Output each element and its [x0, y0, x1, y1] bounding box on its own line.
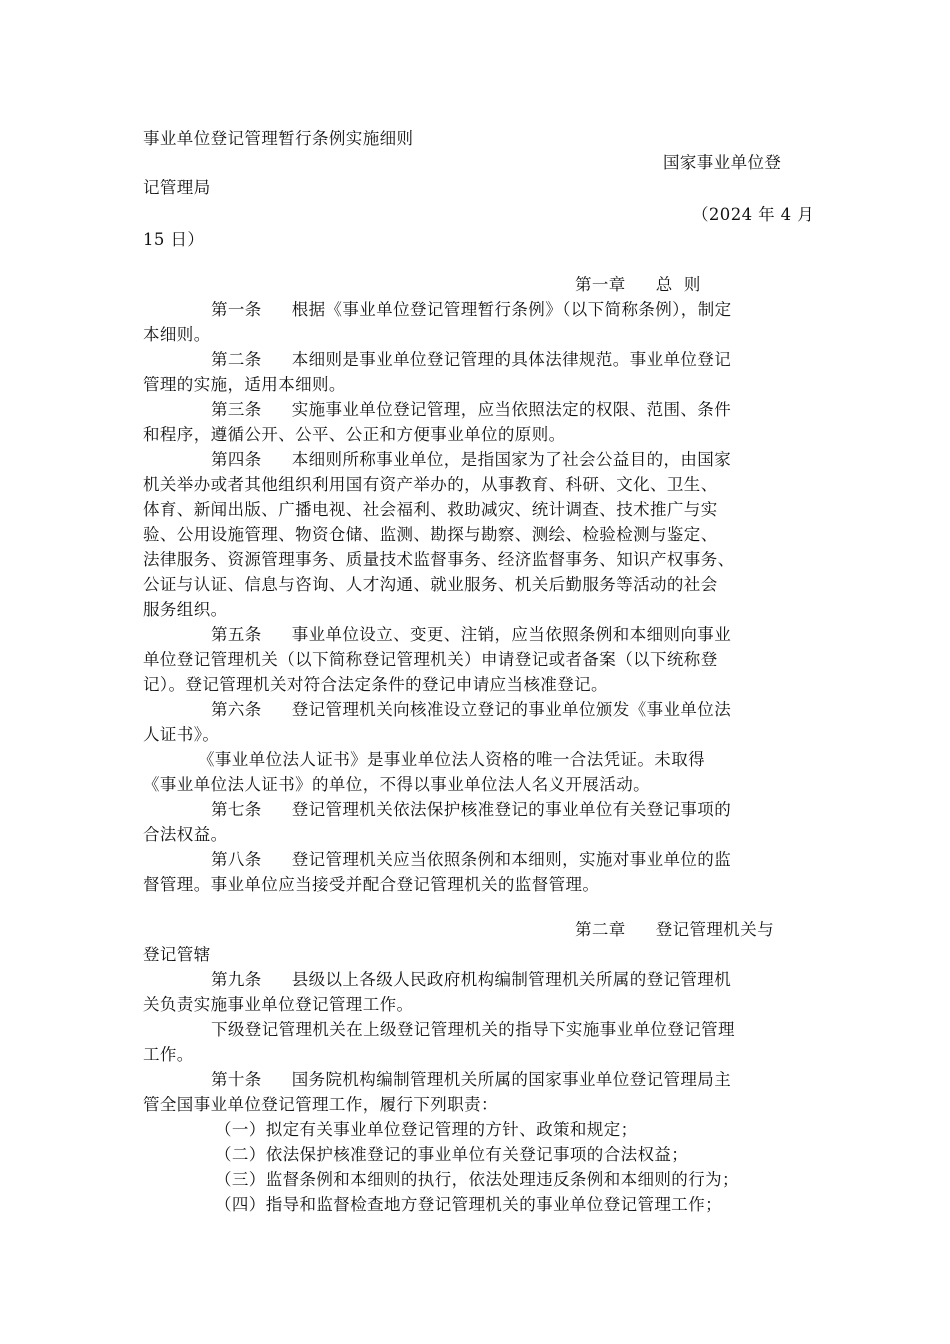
article-7-line-2: 合法权益。 — [143, 825, 228, 844]
article-5-line-2: 单位登记管理机关（以下简称登记管理机关）申请登记或者备案（以下统称登 — [143, 650, 718, 669]
issuer-line-2: 记管理局 — [143, 178, 211, 197]
article-2-line-2: 管理的实施，适用本细则。 — [143, 375, 346, 394]
article-5-lead: 第五条 — [211, 625, 262, 644]
article-4-lead: 第四条 — [211, 450, 262, 469]
article-3-lead: 第三条 — [211, 400, 262, 419]
article-8-line-1 — [211, 848, 731, 872]
article-text: 县级以上各级人民政府机构编制管理机关所属的登记管理机 — [291, 970, 732, 989]
article-4-line-3: 体育、新闻出版、广播电视、社会福利、救助减灾、统计调查、技术推广与实 — [143, 500, 718, 519]
article-6-para-2-line-2: 《事业单位法人证书》的单位，不得以事业单位法人名义开展活动。 — [143, 775, 650, 794]
article-4-line-7: 服务组织。 — [143, 600, 228, 619]
article-6-lead: 第六条 — [211, 700, 262, 719]
chapter-1-number: 第一章 — [575, 275, 626, 294]
date-line-1: （2024 年 4 月 — [692, 205, 815, 224]
article-10-item-1: （一）拟定有关事业单位登记管理的方针、政策和规定； — [215, 1120, 638, 1139]
article-1-line-1 — [211, 298, 732, 322]
article-4-line-2: 机关举办或者其他组织利用国有资产举办的，从事教育、科研、文化、卫生、 — [143, 475, 718, 494]
article-1-lead: 第一条 — [211, 300, 262, 319]
article-10-item-3: （三）监督条例和本细则的执行，依法处理违反条例和本细则的行为； — [215, 1170, 739, 1189]
article-7-lead: 第七条 — [211, 800, 262, 819]
article-9-line-2: 关负责实施事业单位登记管理工作。 — [143, 995, 414, 1014]
chapter-2-name: 登记管理机关与 — [655, 920, 775, 939]
article-9-para-2-line-2: 工作。 — [143, 1045, 194, 1064]
article-6-line-2: 人证书》。 — [143, 725, 220, 744]
article-4-line-4: 验、公用设施管理、物资仓储、监测、勘探与勘察、测绘、检验检测与鉴定、 — [143, 525, 718, 544]
chapter-1-name: 总 则 — [655, 275, 701, 294]
date-line-2: 15 日） — [143, 230, 205, 249]
document-title: 事业单位登记管理暂行条例实施细则 — [143, 129, 414, 148]
article-3-line-1 — [211, 398, 731, 422]
article-10-lead: 第十条 — [211, 1070, 262, 1089]
article-6-line-1 — [211, 698, 731, 722]
article-10-line-2: 管全国事业单位登记管理工作，履行下列职责： — [143, 1095, 498, 1114]
article-text: 实施事业单位登记管理，应当依照法定的权限、范围、条件 — [291, 400, 732, 419]
chapter-1-heading — [575, 273, 701, 297]
article-9-line-1 — [211, 968, 731, 992]
article-2-line-1 — [211, 348, 731, 372]
article-4-line-6: 公证与认证、信息与咨询、人才沟通、就业服务、机关后勤服务等活动的社会 — [143, 575, 718, 594]
article-6-para-2-line-1: 《事业单位法人证书》是事业单位法人资格的唯一合法凭证。未取得 — [198, 750, 705, 769]
article-text: 登记管理机关依法保护核准登记的事业单位有关登记事项的 — [291, 800, 732, 819]
article-text: 本细则所称事业单位，是指国家为了社会公益目的，由国家 — [291, 450, 732, 469]
article-text: 根据《事业单位登记管理暂行条例》（以下简称条例），制定 — [291, 300, 732, 319]
chapter-2-heading-cont: 登记管辖 — [143, 945, 211, 964]
article-9-para-2-line-1: 下级登记管理机关在上级登记管理机关的指导下实施事业单位登记管理 — [211, 1020, 735, 1039]
article-text: 登记管理机关向核准设立登记的事业单位颁发《事业单位法 — [291, 700, 732, 719]
article-10-item-4: （四）指导和监督检查地方登记管理机关的事业单位登记管理工作； — [215, 1195, 722, 1214]
article-8-line-2: 督管理。事业单位应当接受并配合登记管理机关的监督管理。 — [143, 875, 600, 894]
article-2-lead: 第二条 — [211, 350, 262, 369]
article-text: 国务院机构编制管理机关所属的国家事业单位登记管理局主 — [291, 1070, 732, 1089]
article-7-line-1 — [211, 798, 731, 822]
article-5-line-3: 记）。登记管理机关对符合法定条件的登记申请应当核准登记。 — [143, 675, 608, 694]
issuer-line-1: 国家事业单位登 — [663, 153, 782, 172]
article-3-line-2: 和程序，遵循公开、公平、公正和方便事业单位的原则。 — [143, 425, 566, 444]
article-9-lead: 第九条 — [211, 970, 262, 989]
article-text: 事业单位设立、变更、注销，应当依照条例和本细则向事业 — [291, 625, 732, 644]
chapter-2-heading — [575, 918, 774, 942]
article-10-item-2: （二）依法保护核准登记的事业单位有关登记事项的合法权益； — [215, 1145, 689, 1164]
article-8-lead: 第八条 — [211, 850, 262, 869]
chapter-2-number: 第二章 — [575, 920, 626, 939]
article-4-line-1 — [211, 448, 731, 472]
article-4-line-5: 法律服务、资源管理事务、质量技术监督事务、经济监督事务、知识产权事务、 — [143, 550, 735, 569]
article-text: 本细则是事业单位登记管理的具体法律规范。事业单位登记 — [291, 350, 732, 369]
article-1-line-2: 本细则。 — [143, 325, 211, 344]
article-10-line-1 — [211, 1068, 731, 1092]
article-5-line-1 — [211, 623, 731, 647]
article-text: 登记管理机关应当依照条例和本细则，实施对事业单位的监 — [291, 850, 732, 869]
